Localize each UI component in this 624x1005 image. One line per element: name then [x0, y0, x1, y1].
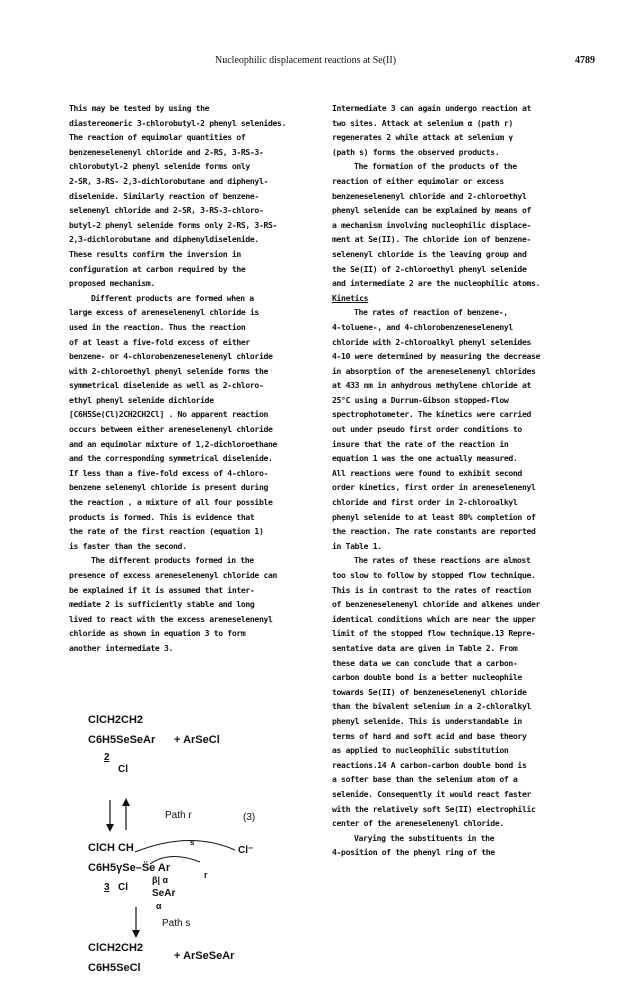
path-s-label: Path s [162, 918, 191, 929]
text-line: a softer base than the selenium atom of a [332, 774, 518, 785]
text-line: [C6H5Se(Cl)2CH2CH2Cl] . No apparent reaction [69, 409, 269, 420]
text-line: than the bivalent selenium in a 2-chloralkyl [332, 701, 532, 712]
text-line: identical conditions which are near the upper [332, 613, 536, 624]
running-header [0, 55, 624, 71]
text-line: The rates of these reactions are almost [354, 555, 531, 566]
text-line: This is in contrast to the rates of reaction [332, 584, 532, 595]
text-line: order kinetics, first order in areneselenenyl [332, 482, 536, 493]
text-line: The different products formed in the [91, 555, 254, 566]
text-line: chloride with 2-chloroalkyl phenyl selenides [332, 336, 532, 347]
text-line: the reaction , a mixture of all four possible [69, 497, 273, 508]
text-line: phenyl selenide. This is understandable in [332, 715, 522, 726]
bottom-selenide: C6H5SeCl [88, 962, 141, 974]
arrowhead-down-1 [106, 824, 114, 832]
text-line: phenyl selenide can be explained by means of [332, 205, 532, 216]
text-line: (path s) forms the observed products. [332, 146, 500, 157]
text-line: 4-toluene-, and 4-chlorobenzeneselenenyl [332, 321, 513, 332]
text-line: reactions.14 A carbon-carbon double bond is [332, 759, 527, 770]
text-line: these data we can conclude that a carbon- [332, 657, 518, 668]
text-line: large excess of areneselenenyl chloride is [69, 307, 259, 318]
text-line: presence of excess areneselenenyl chloride can [69, 570, 278, 580]
text-line: benzeneselenenyl chloride and 2-chloroethyl [332, 190, 527, 201]
text-line: butyl-2 phenyl selenide forms only 2-RS, 3-RS- [69, 219, 278, 230]
right-column [332, 101, 594, 860]
plus-arsecl: + ArSeCl [174, 734, 220, 746]
text-line: selenide. Consequently it would react faster [332, 788, 532, 799]
text-line: diselenide. Similarly reaction of benzene- [69, 190, 259, 201]
text-line: Kinetics [332, 292, 369, 303]
text-line: sentative data are given in Table 2. From [332, 642, 518, 653]
arrowhead-down-2 [132, 930, 140, 938]
text-line: terms of hard and soft acid and base theory [332, 730, 527, 741]
text-line: at 433 nm in anhydrous methylene chloride at [332, 380, 532, 391]
text-line: in absorption of the areneselenenyl chlorides [332, 365, 536, 376]
chloride-ion: Cl⁻ [238, 845, 254, 856]
top-chain: ClCH2CH2 [88, 714, 144, 726]
text-line: benzene selenenyl chloride is present during [69, 482, 269, 493]
text-line: The formation of the products of the [354, 161, 517, 172]
running-title: Nucleophilic displacement reactions at Se(II) [215, 55, 397, 66]
text-line: mediate 2 is sufficiently stable and long [69, 599, 255, 610]
text-line: of benzeneselenenyl chloride and alkenes under [332, 599, 541, 610]
path-r-label: Path r [165, 810, 192, 821]
text-line: lived to react with the excess areneselenenyl [69, 613, 273, 624]
text-line: selenenyl chloride and 2-SR, 3-RS-3-chloro- [69, 205, 264, 216]
text-line: symmetrical diselenide as well as 2-chloro- [69, 380, 264, 391]
cl-on-2: Cl [118, 764, 128, 775]
text-line: configuration at carbon required by the [69, 263, 246, 274]
text-line: 4-position of the phenyl ring of the [332, 847, 495, 858]
mid-chain: ClCH CH [88, 842, 134, 854]
text-line: products is formed. This is evidence that [69, 511, 255, 522]
text-line: selenenyl chloride is the leaving group and [332, 248, 527, 259]
text-line: too slow to follow by stopped flow technique. [332, 570, 536, 580]
text-line: is faster than the second. [69, 540, 187, 551]
text-line: with 2-chloroethyl phenyl selenide forms the [69, 365, 269, 376]
text-line: and an equimolar mixture of 1,2-dichloroethane [69, 438, 278, 449]
text-line: Different products are formed when a [91, 292, 254, 303]
cl-on-3: Cl [118, 882, 128, 893]
text-line: in Table 1. [332, 540, 382, 551]
text-line: These results confirm the inversion in [69, 248, 241, 259]
text-line: another intermediate 3. [69, 642, 174, 653]
text-line: chlorobutyl-2 phenyl selenide forms only [69, 161, 250, 172]
equation-number: (3) [243, 812, 256, 823]
text-line: two sites. Attack at selenium α (path r) [332, 117, 513, 128]
page-number: 4789 [575, 55, 595, 66]
plus-arsesear: + ArSeSeAr [174, 950, 235, 962]
text-line: equation 1 was the one actually measured. [332, 453, 518, 464]
text-line: This may be tested by using the [69, 103, 210, 113]
curved-arrow-s [135, 840, 235, 852]
text-line: center of the areneselenenyl chloride. [332, 818, 504, 829]
left-column [69, 101, 327, 656]
reaction-scheme-3 [60, 712, 330, 982]
text-line: benzeneselenenyl chloride and 2-RS, 3-RS-3- [69, 146, 264, 157]
sear-group: SeAr [152, 888, 176, 899]
text-line: The reaction of equimolar quantities of [69, 132, 246, 143]
text-line: limit of the stopped flow technique.13 Repre- [332, 628, 536, 639]
text-line: and intermediate 2 are the nucleophilic atoms. [332, 278, 541, 289]
text-line: a mechanism involving nucleophilic displace- [332, 219, 532, 230]
label-2: 2 [104, 752, 110, 763]
text-line: 4-10 were determined by measuring the decrease [332, 351, 541, 362]
text-line: of at least a five-fold excess of either [69, 336, 250, 347]
r-label: r [204, 870, 208, 880]
text-line: chloride as shown in equation 3 to form [69, 628, 246, 639]
text-line: be explained if it is assumed that inter- [69, 584, 255, 595]
text-line: ment at Se(II). The chloride ion of benzene- [332, 234, 532, 245]
text-line: towards Se(II) of benzeneselenenyl chloride [332, 686, 527, 697]
text-line: with the relatively soft Se(II) electrophilic [332, 803, 536, 814]
text-line: used in the reaction. Thus the reaction [69, 321, 246, 332]
text-line: insure that the rate of the reaction in [332, 438, 509, 449]
mid-selenide: C6H5γSe–S̈e Ar [88, 862, 171, 874]
text-line: as applied to nucleophilic substitution [332, 745, 509, 756]
text-line: occurs between either areneselenenyl chloride [69, 424, 273, 435]
text-line: diastereomeric 3-chlorobutyl-2 phenyl selenides. [69, 117, 287, 128]
s-label: s [190, 838, 195, 847]
top-selenide: C6H5SeSeAr [88, 734, 156, 746]
text-line: Varying the substituents in the [354, 832, 495, 843]
text-line: 25°C using a Durrum-Gibson stopped-flow [332, 394, 509, 405]
text-line: chloride and first order in 2-chloroalkyl [332, 497, 518, 508]
label-3: 3 [104, 882, 110, 893]
text-line: All reactions were found to exhibit second [332, 467, 522, 478]
bottom-chain: ClCH2CH2 [88, 942, 144, 954]
alpha-label: α [156, 901, 162, 911]
text-line: carbon double bond is a better nucleophile [332, 672, 522, 683]
text-line: out under pseudo first order conditions to [332, 424, 522, 435]
text-line: the reaction. The rate constants are reported [332, 526, 536, 537]
text-line: 2-SR, 3-RS- 2,3-dichlorobutane and diphenyl- [69, 175, 269, 186]
text-line: The rates of reaction of benzene-, [354, 307, 508, 318]
text-line: spectrophotometer. The kinetics were carried [332, 409, 532, 420]
text-line: proposed mechanism. [69, 278, 155, 289]
text-line: the Se(II) of 2-chloroethyl phenyl selenide [332, 263, 527, 274]
text-line: phenyl selenide to at least 80% completion of [332, 511, 536, 522]
alpha-beta: β| α [152, 875, 169, 885]
text-line: the rate of the first reaction (equation 1) [69, 526, 264, 537]
text-line: and the corresponding symmetrical diselenide. [69, 453, 273, 464]
text-line: benzene- or 4-chlorobenzeneselenenyl chloride [69, 351, 273, 362]
text-line: regenerates 2 while attack at selenium γ [332, 132, 513, 143]
arrowhead-up-1 [122, 798, 130, 806]
text-line: 2,3-dichlorobutane and diphenyldiselenide. [69, 234, 259, 245]
text-line: ethyl phenyl selenide dichloride [69, 394, 214, 405]
text-line: Intermediate 3 can again undergo reaction at [332, 103, 532, 113]
text-line: If less than a five-fold excess of 4-chloro- [69, 467, 269, 478]
text-line: reaction of either equimolar or excess [332, 175, 504, 186]
